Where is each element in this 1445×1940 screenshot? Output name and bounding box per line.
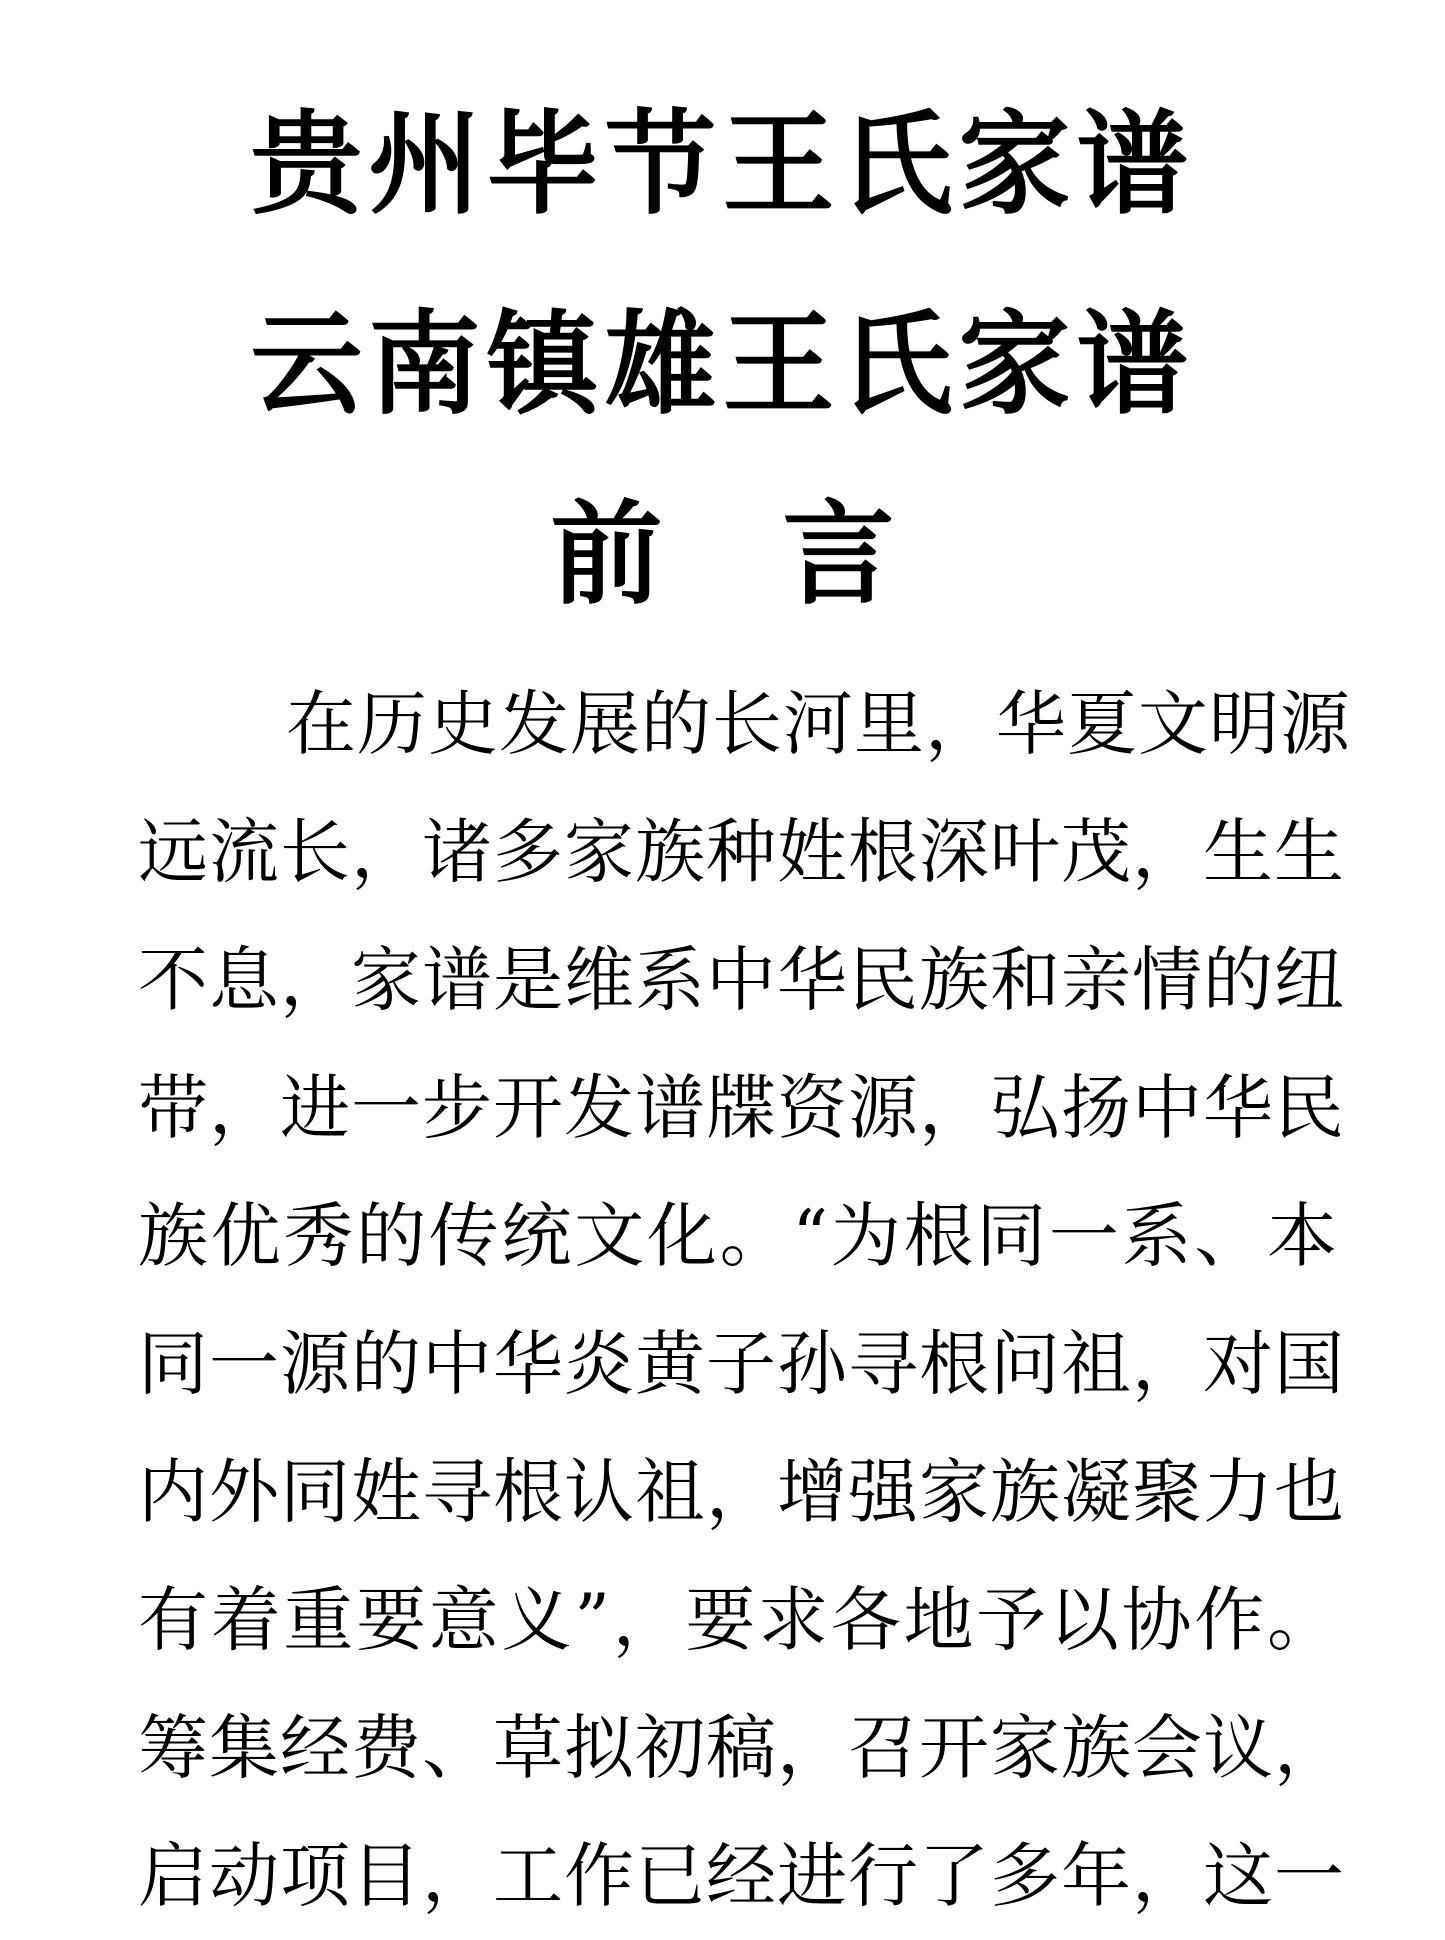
body-line: 有着重要意义”，要求各地予以协作。 [138,1579,1338,1661]
body-line: 在历史发展的长河里，华夏文明源 [286,683,1351,765]
body-line: 同一源的中华炎黄子孙寻根问祖，对国 [138,1323,1345,1405]
body-line: 带，进一步开发谱牒资源，弘扬中华民 [138,1067,1345,1149]
title-guizhou-bijie: 贵州毕节王氏家谱 [250,99,1195,230]
heading-char-1: 前 [550,489,663,620]
body-line: 族优秀的传统文化。“为根同一系、本 [138,1195,1338,1277]
title-yunnan-zhenxiong: 云南镇雄王氏家谱 [250,299,1195,430]
body-line: 筹集经费、草拟初稿，召开家族会议， [138,1707,1345,1789]
preface-body [138,660,1351,1940]
body-line: 远流长，诸多家族种姓根深叶茂，生生 [138,811,1345,893]
body-line: 内外同姓寻根认祖，增强家族凝聚力也 [138,1451,1345,1533]
body-line: 启动项目，工作已经进行了多年，这一 [138,1835,1345,1917]
body-line: 不息，家谱是维系中华民族和亲情的纽 [138,939,1345,1021]
heading-char-2: 言 [782,489,895,620]
section-heading-preface [0,490,1445,620]
